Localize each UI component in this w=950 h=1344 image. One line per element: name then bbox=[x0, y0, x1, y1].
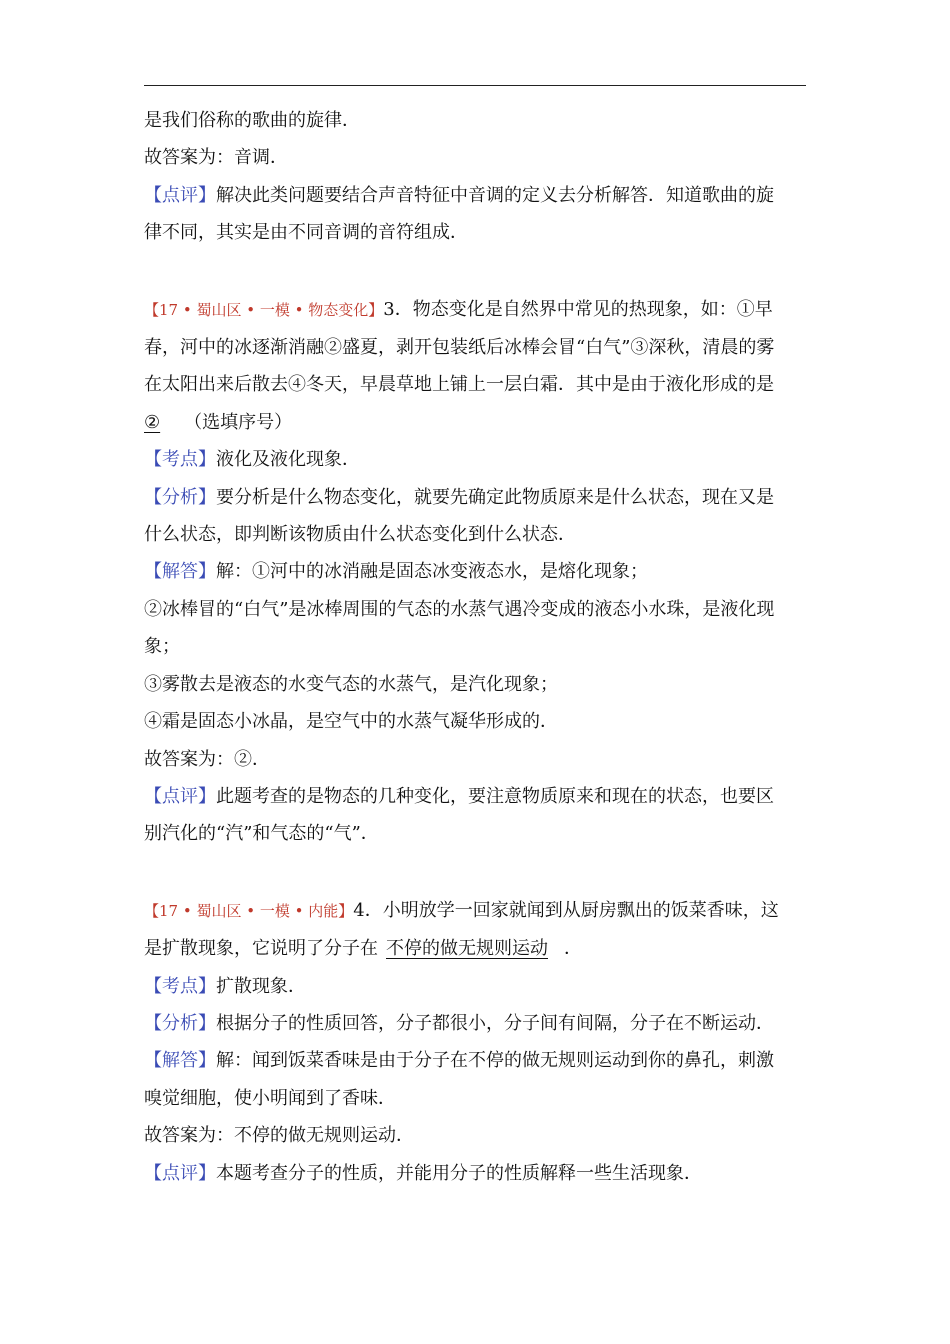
q3-jieda-line-4: ③雾散去是液态的水变气态的水蒸气，是汽化现象； bbox=[144, 673, 558, 695]
jieda-text: 解：①河中的冰消融是固态冰变液态水，是熔化现象； bbox=[216, 561, 648, 583]
document-body bbox=[144, 102, 808, 1192]
q2-review-line-1 bbox=[144, 177, 808, 214]
review-text: 解决此类问题要结合声音特征中音调的定义去分析解答．知道歌曲的旋 bbox=[216, 184, 774, 206]
kaodian-text: 扩散现象． bbox=[216, 975, 306, 997]
review-tag: 【点评】 bbox=[144, 785, 216, 807]
q3-jieda-line-2: ②冰棒冒的“白气”是冰棒周围的气态的水蒸气遇冷变成的液态小水珠，是液化现 bbox=[144, 598, 775, 620]
q4-answer-line: 故答案为：不停的做无规则运动． bbox=[144, 1125, 414, 1147]
q3-review-line-2: 别汽化的“汽”和气态的“气”． bbox=[144, 823, 379, 845]
q4-jieda-line-2: 嗅觉细胞，使小明闻到了香味． bbox=[144, 1087, 396, 1109]
fenxi-tag: 【分析】 bbox=[144, 1012, 216, 1034]
q3-blank-answer: ② bbox=[144, 411, 161, 433]
jieda-text: 解：闻到饭菜香味是由于分子在不停的做无规则运动到你的鼻孔，刺激 bbox=[216, 1050, 774, 1072]
q3-answer-line: 故答案为：②． bbox=[144, 748, 270, 770]
header-rule bbox=[144, 85, 806, 86]
q3-stem-line-1 bbox=[144, 291, 808, 329]
q4-stem-text: 4．小明放学一回家就闻到从厨房飘出的饭菜香味，这 bbox=[353, 899, 779, 921]
q4-fenxi-line bbox=[144, 1005, 808, 1042]
fenxi-text: 要分析是什么物态变化，就要先确定此物质原来是什么状态，现在又是 bbox=[216, 486, 774, 508]
kaodian-tag: 【考点】 bbox=[144, 975, 216, 997]
q3-stem-line-4 bbox=[144, 404, 808, 441]
review-tag: 【点评】 bbox=[144, 1162, 216, 1184]
q4-review-line bbox=[144, 1155, 808, 1192]
q3-source-tag: 【17 • 蜀山区 • 一模 • 物态变化】 bbox=[144, 300, 384, 319]
fenxi-text: 根据分子的性质回答，分子都很小，分子间有间隔，分子在不断运动． bbox=[216, 1012, 774, 1034]
q3-kaodian-line bbox=[144, 441, 808, 478]
q4-stem-line-2 bbox=[144, 930, 808, 967]
q4-jieda-line-1 bbox=[144, 1042, 808, 1079]
q3-review-line-1 bbox=[144, 778, 808, 815]
fenxi-tag: 【分析】 bbox=[144, 486, 216, 508]
q3-jieda-line-3: 象； bbox=[144, 636, 180, 658]
review-tag: 【点评】 bbox=[144, 184, 216, 206]
section-gap bbox=[144, 252, 808, 291]
q3-fenxi-line-1 bbox=[144, 479, 808, 516]
q4-kaodian-line bbox=[144, 968, 808, 1005]
q2-answer-line: 故答案为：音调． bbox=[144, 147, 288, 169]
q2-text-line: 是我们俗称的歌曲的旋律． bbox=[144, 110, 360, 131]
kaodian-text: 液化及液化现象． bbox=[216, 449, 360, 471]
review-text: 此题考查的是物态的几种变化，要注意物质原来和现在的状态，也要区 bbox=[216, 785, 774, 807]
q3-fenxi-line-2: 什么状态，即判断该物质由什么状态变化到什么状态． bbox=[144, 524, 576, 546]
jieda-tag: 【解答】 bbox=[144, 1050, 216, 1072]
q4-source-tag: 【17 • 蜀山区 • 一模 • 内能】 bbox=[144, 901, 354, 920]
q4-stem-end: ． bbox=[564, 938, 582, 960]
q3-jieda-line-5: ④霜是固态小冰晶，是空气中的水蒸气凝华形成的． bbox=[144, 711, 558, 733]
q4-blank-answer: 不停的做无规则运动 bbox=[386, 938, 548, 960]
q3-jieda-line-1 bbox=[144, 553, 808, 590]
q3-stem-text: 3．物态变化是自然界中常见的热现象，如：①早 bbox=[383, 298, 773, 320]
q3-stem-suffix: （选填序号） bbox=[184, 411, 293, 433]
section-gap bbox=[144, 853, 808, 892]
q4-stem-line-1 bbox=[144, 892, 808, 930]
jieda-tag: 【解答】 bbox=[144, 561, 216, 583]
q2-review-line-2: 律不同，其实是由不同音调的音符组成． bbox=[144, 222, 468, 244]
review-text: 本题考查分子的性质，并能用分子的性质解释一些生活现象． bbox=[216, 1162, 702, 1184]
kaodian-tag: 【考点】 bbox=[144, 449, 216, 471]
q4-stem-prefix: 是扩散现象，它说明了分子在 bbox=[144, 938, 378, 960]
q3-stem-line-3: 在太阳出来后散去④冬天，早晨草地上铺上一层白霜．其中是由于液化形成的是 bbox=[144, 374, 774, 396]
q3-stem-line-2: 春，河中的冰逐渐消融②盛夏，剥开包装纸后冰棒会冒“白气”③深秋，清晨的雾 bbox=[144, 337, 775, 359]
